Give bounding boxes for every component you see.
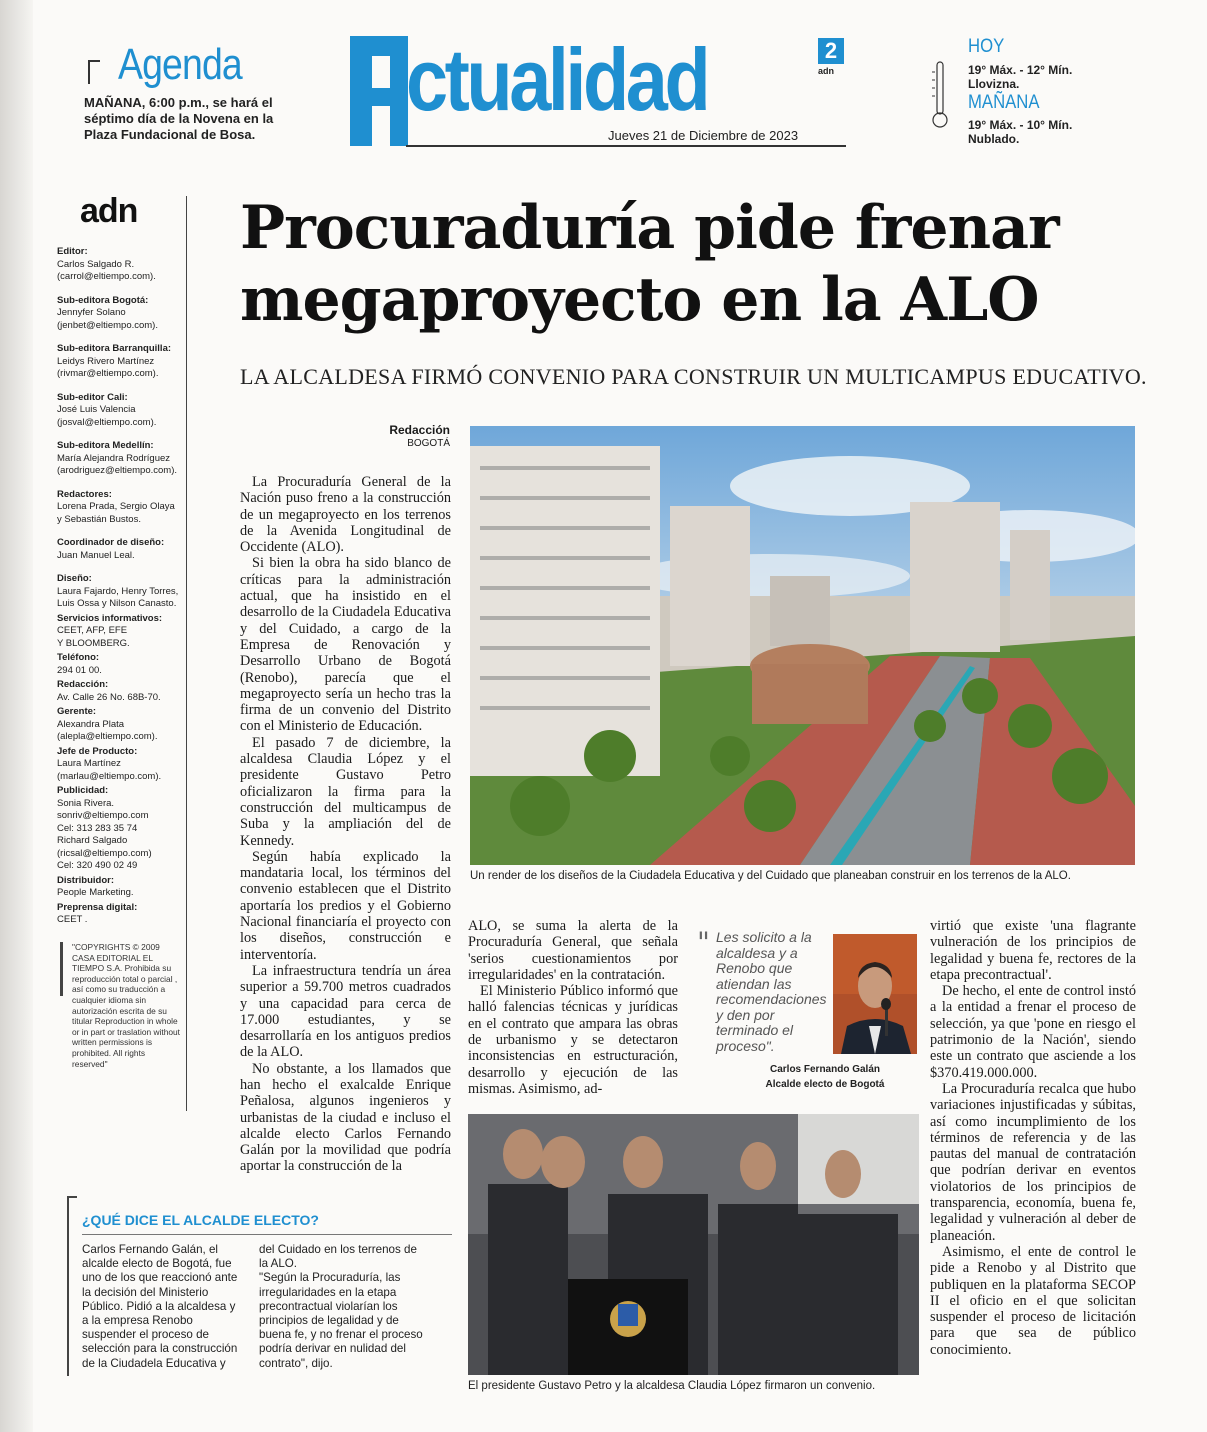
staff-entry — [57, 573, 189, 611]
staff-credits — [57, 246, 189, 929]
article-paragraph: ALO, se suma la alerta de la Procuraduría General, que señala 'serios cuestionamientos por irregularidades' en la contratación. — [468, 918, 678, 983]
agenda-title: Agenda — [118, 40, 242, 89]
staff-line: y Sebastián Bustos. — [57, 513, 141, 525]
staff-line: Sonia Rivera. — [57, 797, 115, 809]
staff-line: (josval@eltiempo.com). — [57, 416, 157, 428]
box-column-1 — [82, 1243, 242, 1371]
agenda-text: MAÑANA, 6:00 p.m., se hará el séptimo día de la Novena en la Plaza Fundacional de Bosa. — [84, 95, 274, 142]
staff-entry — [57, 902, 189, 927]
staff-role: Sub-editora Bogotá: — [57, 294, 149, 306]
staff-entry — [57, 785, 189, 873]
staff-line: (rivmar@eltiempo.com). — [57, 368, 159, 379]
weather-today-temp: 19° Máx. - 12° Mín. — [968, 63, 1073, 77]
weather-today-desc: Llovizna. — [968, 77, 1020, 91]
portrait-role: Alcalde electo de Bogotá — [765, 1079, 885, 1090]
byline-city: BOGOTÁ — [407, 438, 450, 449]
page-spine-shadow — [0, 0, 33, 1432]
article-paragraph: Según había explicado la mandataria local, los términos del convenio establecen que el Distrito aportaría los predios y el Gobierno Nacional financiaría el proyecto con los diseños, construcción e interventoría. — [240, 848, 451, 963]
masthead-rule — [406, 145, 846, 147]
box-col1-text: Carlos Fernando Galán, el alcalde electo de Bogotá, fue uno de los que reaccionó ante la decisión del Ministerio Público. Pidió a la alcaldesa y a la empresa Renobo suspender el proceso de selección para la construcción de la Ciudadela Educativa y — [82, 1243, 238, 1370]
staff-role: Publicidad: — [57, 785, 109, 796]
weather-tomorrow-desc: Nublado. — [968, 132, 1020, 146]
box-col2-text-a: del Cuidado en los terrenos de la ALO. — [259, 1243, 417, 1271]
staff-line: Laura Martínez — [57, 758, 121, 769]
staff-role: Redactores: — [57, 488, 112, 500]
staff-line: José Luis Valencia — [57, 404, 136, 415]
staff-entry — [57, 537, 189, 562]
staff-line: Y BLOOMBERG. — [57, 637, 130, 649]
staff-role: Jefe de Producto: — [57, 745, 138, 757]
box-rule — [82, 1234, 452, 1235]
portrait-caption — [745, 1062, 905, 1092]
staff-line: (jenbet@eltiempo.com). — [57, 319, 158, 331]
box-bar — [67, 1196, 69, 1376]
staff-line: Juan Manuel Leal. — [57, 549, 135, 561]
staff-line: Av. Calle 26 No. 68B-70. — [57, 691, 161, 703]
staff-line: (arodriguez@eltiempo.com). — [57, 465, 177, 476]
article-paragraph: La Procuraduría General de la Nación puso freno a la construcción de un megaproyecto en los terrenos de la Avenida Longitudinal de Occidente (ALO). — [240, 474, 451, 556]
agenda-bracket — [88, 60, 100, 84]
staff-line: Cel: 313 283 35 74 — [57, 822, 138, 834]
headline: Procuraduría pide frenar megaproyecto en la ALO — [240, 193, 1059, 335]
staff-line: Cel: 320 490 02 49 — [57, 860, 138, 871]
staff-line: Jennyfer Solano — [57, 307, 126, 318]
staff-role: Distribuidor: — [57, 874, 114, 886]
staff-entry — [57, 489, 189, 527]
render-image — [470, 426, 1135, 865]
article-column-1 — [240, 474, 451, 1175]
photo-caption: El presidente Gustavo Petro y la alcaldesa Claudia López firmaron un convenio. — [468, 1380, 876, 1392]
staff-line: Luis Ossa y Nilson Canasto. — [57, 598, 177, 609]
box-col2-text-b: "Según la Procuraduría, las irregularidades en la etapa precontractual violarían los principios de legalidad y de buena fe, y no frenar el proceso podría derivar en nulidad del contrato", dijo. — [259, 1271, 423, 1370]
article-paragraph: No obstante, a los llamados que han hecho el exalcalde Enrique Peñalosa, algunos ingenieros y urbanistas de la ciudad e incluso el alcalde electo Carlos Fernando Galán por la movilidad que podría aportar la construcción de la — [240, 1060, 451, 1175]
staff-role: Teléfono: — [57, 652, 100, 663]
portrait-photo — [833, 934, 917, 1054]
staff-line: Leidys Rivero Martínez — [57, 355, 155, 367]
copyright-notice: "COPYRIGHTS © 2009 CASA EDITORIAL EL TIEMPO S.A. Prohibida su reproducción total o parcial , así como su traducción a cualquier idioma sin autorización escrita de su titular Reproduction in whole or in part or traslation without written permissions is prohibited. All rights reserved" — [72, 942, 180, 1069]
staff-line: People Marketing. — [57, 887, 134, 898]
masthead-a-logo — [350, 36, 408, 146]
staff-line: Laura Fajardo, Henry Torres, — [57, 585, 179, 597]
issue-date: Jueves 21 de Diciembre de 2023 — [608, 128, 799, 143]
staff-role: Sub-editora Barranquilla: — [57, 343, 172, 354]
article-column-3 — [930, 918, 1136, 1358]
staff-role: Servicios informativos: — [57, 612, 163, 624]
staff-role: Diseño: — [57, 573, 92, 584]
staff-entry — [57, 875, 189, 900]
article-column-2 — [468, 918, 678, 1097]
staff-entry — [57, 746, 189, 784]
staff-line: Carlos Salgado R. — [57, 258, 135, 270]
weather-tomorrow-label: MAÑANA — [968, 92, 1040, 113]
staff-entry — [57, 343, 189, 381]
article-paragraph: De hecho, el ente de control instó a la entidad a frenar el proceso de selección, ya que 'pone en riesgo el patrimonio de la Nación', siendo este un contrato que asciende a los $370.419.000.000. — [930, 983, 1136, 1081]
article-paragraph: La infraestructura tendría un área superior a 59.700 metros cuadrados y una capacidad para cerca de 17.000 estudiantes, y se desarrollaría en los antiguos predios de la ALO. — [240, 962, 451, 1061]
staff-entry — [57, 652, 189, 677]
staff-line: Richard Salgado — [57, 835, 128, 846]
staff-role: Redacción: — [57, 679, 109, 690]
staff-entry — [57, 295, 189, 333]
weather-today-label: HOY — [968, 36, 1005, 57]
deck: LA ALCALDESA FIRMÓ CONVENIO PARA CONSTRUIR UN MULTICAMPUS EDUCATIVO. — [240, 364, 1147, 389]
article-paragraph: La Procuraduría recalca que hubo variaciones injustificadas y súbitas, así como incumplimiento de los términos de referencia y de las pautas del manual de contratación que podrían derivar en eventos violatorios de los principios de transparencia, economía, buena fe, legalidad y vulneración al deber de planeación. — [930, 1080, 1136, 1244]
copyright-bar — [60, 942, 63, 996]
portrait-name: Carlos Fernando Galán — [769, 1064, 881, 1075]
staff-role: Coordinador de diseño: — [57, 537, 165, 548]
byline — [240, 423, 450, 451]
article-paragraph: virtió que existe 'una flagrante vulneración de los principios de legalidad y buena fe, rectores de la etapa precontractual'. — [930, 918, 1136, 983]
staff-entry — [57, 392, 189, 430]
staff-entry — [57, 679, 189, 704]
staff-line: (marlau@eltiempo.com). — [57, 770, 162, 782]
box-column-2 — [259, 1243, 429, 1371]
thermometer-icon — [930, 60, 950, 130]
article-paragraph: El pasado 7 de diciembre, la alcaldesa Claudia López y el presidente Gustavo Petro oficializaron la firma para la construcción del multicampus de Suba y la ampliación del de Kennedy. — [240, 734, 451, 849]
staff-role: Sub-editora Medellín: — [57, 440, 154, 451]
section-number: 2 — [818, 38, 844, 64]
staff-line: 294 01 00. — [57, 664, 102, 676]
pull-quote: Les solicito a la alcaldesa y a Renobo que atiendan las recomendaciones y den por terminado el proceso". — [716, 929, 827, 1054]
section-brand: adn — [818, 66, 835, 76]
staff-line: Lorena Prada, Sergio Olaya — [57, 501, 175, 512]
staff-line: Alexandra Plata — [57, 718, 125, 730]
quote-mark-icon: " — [697, 926, 710, 959]
article-paragraph: Si bien la obra ha sido blanco de críticas para la administración actual, que ha insistido en el desarrollo de la Ciudadela Educativa y del Cuidado, a cargo de la Empresa de Renovación y Desarrollo Urbano de Bogotá (Renobo), parecía que el megaproyecto sería un hecho tras la firma de un convenio del Distrito con el Ministerio de Educación. — [240, 555, 451, 735]
weather-tomorrow-temp: 19° Máx. - 10° Mín. — [968, 118, 1073, 132]
staff-entry — [57, 246, 189, 284]
staff-entry — [57, 440, 189, 478]
staff-role: Gerente: — [57, 706, 97, 717]
staff-role: Editor: — [57, 246, 88, 257]
masthead-title: ctualidad — [406, 30, 708, 129]
box-title: ¿QUÉ DICE EL ALCALDE ELECTO? — [82, 1212, 319, 1228]
staff-line: (alepla@eltiempo.com). — [57, 731, 158, 742]
adn-logo: adn — [80, 192, 138, 230]
article-paragraph: El Ministerio Público informó que halló falencias técnicas y jurídicas en el contrato que ampara las obras de urbanismo y se detectaron inconsistencias en estructuración, desarrollo y ejecución de las mismas. Asimismo, ad- — [468, 983, 678, 1097]
staff-line: CEET, AFP, EFE — [57, 625, 128, 636]
byline-author: Redacción — [389, 423, 450, 437]
event-photo — [468, 1114, 919, 1375]
render-caption: Un render de los diseños de la Ciudadela Educativa y del Cuidado que planeaban construir en los terrenos de la ALO. — [470, 870, 1071, 882]
box-top-rule — [67, 1196, 77, 1198]
article-paragraph: Asimismo, el ente de control le pide a Renobo y al Distrito que publiquen en la plataforma SECOP II el oficio en el que solicitan suspender el proceso de licitación para que sea de público conocimiento. — [930, 1243, 1136, 1358]
staff-role: Sub-editor Cali: — [57, 391, 128, 403]
staff-line: (carrol@eltiempo.com). — [57, 271, 156, 282]
staff-line: sonriv@eltiempo.com — [57, 810, 149, 821]
staff-line: María Alejandra Rodríguez — [57, 452, 171, 464]
staff-line: (ricsal@eltiempo.com) — [57, 847, 152, 859]
staff-entry — [57, 613, 189, 651]
staff-entry — [57, 706, 189, 744]
staff-role: Preprensa digital: — [57, 901, 138, 913]
staff-line: CEET . — [57, 914, 88, 925]
